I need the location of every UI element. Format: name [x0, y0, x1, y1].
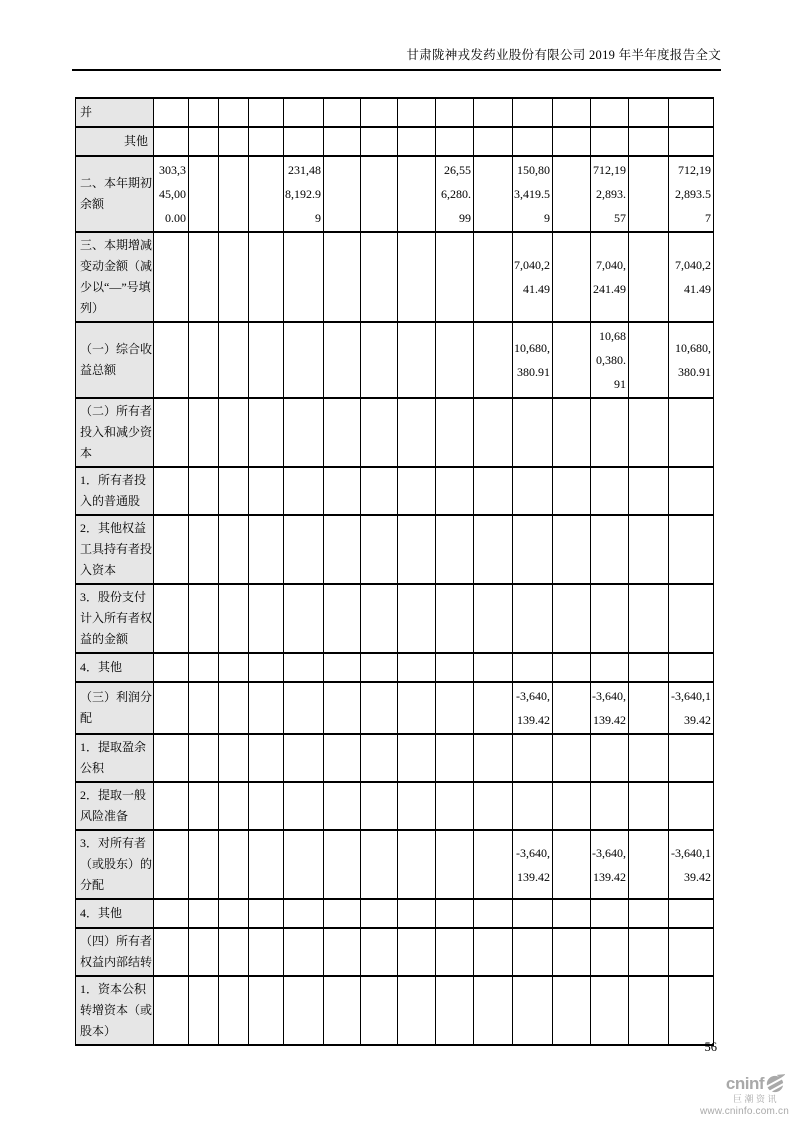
data-cell — [591, 467, 629, 515]
data-cell — [361, 899, 398, 928]
data-cell — [219, 127, 249, 156]
data-cell: -3,640,139.42 — [669, 682, 714, 734]
data-cell — [474, 232, 513, 322]
data-cell — [249, 156, 284, 232]
data-cell — [398, 98, 436, 127]
data-cell — [361, 928, 398, 976]
data-cell — [398, 127, 436, 156]
data-cell — [324, 515, 361, 584]
data-cell — [154, 467, 189, 515]
data-cell — [629, 682, 669, 734]
data-cell — [436, 98, 474, 127]
table-row — [76, 976, 714, 1045]
data-cell — [591, 782, 629, 830]
data-cell — [669, 127, 714, 156]
table-row — [76, 98, 714, 127]
row-label-cell: 2．其他权益工具持有者投入资本 — [76, 515, 154, 584]
data-cell — [474, 515, 513, 584]
data-cell — [398, 830, 436, 899]
data-cell — [474, 830, 513, 899]
data-cell — [629, 899, 669, 928]
data-cell — [591, 515, 629, 584]
data-cell — [249, 127, 284, 156]
data-cell — [249, 976, 284, 1045]
data-cell — [398, 682, 436, 734]
data-cell — [284, 232, 324, 322]
data-cell: 231,488,192.99 — [284, 156, 324, 232]
data-cell — [284, 682, 324, 734]
data-cell — [591, 98, 629, 127]
data-cell — [154, 782, 189, 830]
table-row — [76, 830, 714, 899]
equity-change-table — [75, 97, 714, 1046]
data-cell — [591, 899, 629, 928]
data-cell — [219, 682, 249, 734]
data-cell — [324, 98, 361, 127]
data-cell — [361, 156, 398, 232]
table-row — [76, 928, 714, 976]
data-cell — [219, 976, 249, 1045]
data-cell — [249, 98, 284, 127]
data-cell — [284, 467, 324, 515]
data-cell — [436, 782, 474, 830]
data-cell — [398, 899, 436, 928]
data-cell — [361, 653, 398, 682]
data-cell — [219, 515, 249, 584]
data-cell: 10,680,380.91 — [591, 322, 629, 398]
data-cell — [154, 515, 189, 584]
data-cell — [284, 899, 324, 928]
data-cell — [669, 398, 714, 467]
data-cell — [629, 467, 669, 515]
cninfo-brand-text: cninf — [725, 1074, 764, 1093]
data-cell — [361, 976, 398, 1045]
data-cell — [324, 156, 361, 232]
data-cell — [189, 467, 219, 515]
data-cell — [361, 98, 398, 127]
data-cell — [436, 232, 474, 322]
data-cell — [284, 653, 324, 682]
table-row — [76, 232, 714, 322]
data-cell — [154, 398, 189, 467]
data-cell — [436, 322, 474, 398]
data-cell — [189, 322, 219, 398]
table-row — [76, 734, 714, 782]
data-cell — [249, 734, 284, 782]
data-cell — [361, 467, 398, 515]
data-cell — [219, 584, 249, 653]
data-cell — [189, 156, 219, 232]
data-cell — [324, 734, 361, 782]
data-cell — [398, 156, 436, 232]
data-cell — [154, 98, 189, 127]
data-cell — [324, 899, 361, 928]
data-cell — [219, 830, 249, 899]
data-cell — [189, 976, 219, 1045]
data-cell — [553, 467, 591, 515]
data-cell — [398, 322, 436, 398]
cninfo-brand-row — [671, 1074, 789, 1094]
data-cell — [284, 398, 324, 467]
data-cell — [436, 682, 474, 734]
data-cell — [398, 782, 436, 830]
data-cell — [249, 899, 284, 928]
data-cell — [629, 322, 669, 398]
data-cell — [324, 782, 361, 830]
data-cell — [189, 584, 219, 653]
row-label-cell: 二、本年期初余额 — [76, 156, 154, 232]
row-label-cell: 1．提取盈余公积 — [76, 734, 154, 782]
data-cell — [398, 398, 436, 467]
data-cell — [189, 127, 219, 156]
data-cell — [669, 928, 714, 976]
data-cell — [513, 398, 553, 467]
data-cell — [669, 782, 714, 830]
data-cell — [284, 830, 324, 899]
data-cell — [513, 928, 553, 976]
data-cell — [553, 899, 591, 928]
data-cell — [513, 584, 553, 653]
data-cell — [629, 98, 669, 127]
data-cell — [284, 584, 324, 653]
data-cell — [669, 734, 714, 782]
data-cell — [189, 734, 219, 782]
data-cell — [629, 584, 669, 653]
data-cell — [324, 232, 361, 322]
data-cell — [189, 682, 219, 734]
data-cell: 26,556,280.99 — [436, 156, 474, 232]
row-label-cell: 三、本期增减变动金额（减少以“—”号填列） — [76, 232, 154, 322]
data-cell — [189, 830, 219, 899]
data-cell — [591, 976, 629, 1045]
data-cell — [189, 232, 219, 322]
data-cell — [361, 782, 398, 830]
data-cell — [249, 322, 284, 398]
data-cell — [189, 515, 219, 584]
data-cell — [629, 653, 669, 682]
data-cell — [669, 976, 714, 1045]
row-label-cell: 1．资本公积转增资本（或股本） — [76, 976, 154, 1045]
data-cell — [219, 156, 249, 232]
data-cell — [154, 682, 189, 734]
table-row — [76, 782, 714, 830]
data-cell — [553, 734, 591, 782]
data-cell: 7,040,241.49 — [591, 232, 629, 322]
data-cell: 150,803,419.59 — [513, 156, 553, 232]
data-cell — [249, 682, 284, 734]
data-cell — [513, 98, 553, 127]
data-cell — [249, 398, 284, 467]
data-cell — [436, 584, 474, 653]
data-cell — [398, 515, 436, 584]
data-cell — [436, 899, 474, 928]
data-cell — [436, 398, 474, 467]
data-cell — [361, 830, 398, 899]
data-cell — [219, 782, 249, 830]
data-cell — [474, 653, 513, 682]
cninfo-logo — [671, 1074, 789, 1117]
data-cell: -3,640,139.42 — [513, 682, 553, 734]
data-cell — [154, 734, 189, 782]
data-cell — [474, 127, 513, 156]
data-cell — [154, 928, 189, 976]
data-cell — [513, 653, 553, 682]
data-cell — [513, 127, 553, 156]
data-cell — [219, 899, 249, 928]
data-cell — [284, 515, 324, 584]
data-cell — [474, 782, 513, 830]
table-row — [76, 515, 714, 584]
data-cell — [284, 928, 324, 976]
data-cell — [324, 928, 361, 976]
data-cell — [284, 734, 324, 782]
data-cell — [219, 467, 249, 515]
data-cell — [249, 467, 284, 515]
table-row — [76, 322, 714, 398]
data-cell — [249, 515, 284, 584]
data-cell — [398, 232, 436, 322]
data-cell — [361, 232, 398, 322]
data-cell: 303,345,000.00 — [154, 156, 189, 232]
report-header-title: 甘肃陇神戎发药业股份有限公司 2019 年半年度报告全文 — [406, 48, 721, 62]
cninfo-caption: 巨潮资讯 — [732, 1094, 779, 1104]
data-cell — [436, 653, 474, 682]
data-cell — [249, 232, 284, 322]
data-cell — [553, 976, 591, 1045]
data-cell — [629, 127, 669, 156]
data-cell — [284, 322, 324, 398]
data-cell — [629, 782, 669, 830]
data-cell — [629, 232, 669, 322]
table-row — [76, 653, 714, 682]
data-cell — [591, 653, 629, 682]
data-cell — [474, 899, 513, 928]
data-cell: -3,640,139.42 — [591, 682, 629, 734]
page-number: 56 — [704, 1040, 717, 1054]
data-cell — [324, 322, 361, 398]
data-cell — [436, 467, 474, 515]
data-cell — [324, 467, 361, 515]
data-cell — [324, 584, 361, 653]
data-cell — [189, 782, 219, 830]
data-cell — [436, 127, 474, 156]
row-label-cell: 4．其他 — [76, 899, 154, 928]
data-cell — [513, 976, 553, 1045]
data-cell — [361, 322, 398, 398]
data-cell — [553, 653, 591, 682]
data-cell — [513, 515, 553, 584]
row-label-cell: 2．提取一般风险准备 — [76, 782, 154, 830]
data-cell — [629, 734, 669, 782]
data-cell — [591, 398, 629, 467]
data-cell — [249, 782, 284, 830]
data-cell — [591, 734, 629, 782]
data-cell — [629, 976, 669, 1045]
data-cell — [553, 584, 591, 653]
data-cell — [219, 98, 249, 127]
data-cell: 712,192,893.57 — [591, 156, 629, 232]
data-cell — [154, 322, 189, 398]
data-cell — [591, 127, 629, 156]
data-cell — [436, 976, 474, 1045]
row-label-cell: 并 — [76, 98, 154, 127]
table-row — [76, 899, 714, 928]
data-cell — [189, 899, 219, 928]
data-cell — [474, 584, 513, 653]
cninfo-swirl-icon — [765, 1074, 785, 1094]
data-cell — [436, 830, 474, 899]
data-cell — [553, 830, 591, 899]
data-cell — [249, 653, 284, 682]
data-cell — [154, 976, 189, 1045]
row-label-cell: 1．所有者投入的普通股 — [76, 467, 154, 515]
data-cell — [669, 515, 714, 584]
data-cell — [154, 899, 189, 928]
data-cell — [436, 515, 474, 584]
table-row — [76, 156, 714, 232]
data-cell — [553, 928, 591, 976]
data-cell — [284, 976, 324, 1045]
table-row — [76, 682, 714, 734]
data-cell — [474, 398, 513, 467]
data-cell — [629, 830, 669, 899]
data-cell — [398, 467, 436, 515]
data-cell — [398, 734, 436, 782]
data-cell — [361, 734, 398, 782]
data-cell: -3,640,139.42 — [591, 830, 629, 899]
data-cell — [629, 156, 669, 232]
data-cell — [189, 653, 219, 682]
data-cell: -3,640,139.42 — [669, 830, 714, 899]
data-cell — [398, 584, 436, 653]
data-cell — [474, 682, 513, 734]
data-cell — [591, 584, 629, 653]
data-cell: 10,680,380.91 — [513, 322, 553, 398]
data-cell — [284, 782, 324, 830]
data-cell — [553, 515, 591, 584]
data-cell — [474, 928, 513, 976]
data-cell — [591, 928, 629, 976]
data-cell — [553, 98, 591, 127]
data-cell — [553, 782, 591, 830]
data-cell — [324, 976, 361, 1045]
data-cell — [249, 584, 284, 653]
row-label-cell: （二）所有者投入和减少资本 — [76, 398, 154, 467]
data-cell — [219, 928, 249, 976]
data-cell — [324, 398, 361, 467]
data-cell — [398, 653, 436, 682]
data-cell — [629, 398, 669, 467]
data-cell — [669, 467, 714, 515]
cninfo-url: www.cninfo.com.cn — [700, 1106, 789, 1117]
row-label-cell: 其他 — [76, 127, 154, 156]
data-cell — [154, 830, 189, 899]
table-row — [76, 467, 714, 515]
data-cell — [324, 653, 361, 682]
data-cell — [284, 127, 324, 156]
data-cell — [361, 127, 398, 156]
data-cell — [189, 98, 219, 127]
data-cell — [398, 928, 436, 976]
data-cell — [553, 127, 591, 156]
data-cell — [553, 322, 591, 398]
data-cell — [436, 734, 474, 782]
data-cell — [629, 928, 669, 976]
data-cell: 7,040,241.49 — [513, 232, 553, 322]
data-cell — [474, 322, 513, 398]
table-row — [76, 584, 714, 653]
data-cell — [361, 682, 398, 734]
data-cell: 7,040,241.49 — [669, 232, 714, 322]
data-cell — [361, 584, 398, 653]
data-cell — [361, 398, 398, 467]
data-cell — [219, 322, 249, 398]
row-label-cell: （一）综合收益总额 — [76, 322, 154, 398]
data-cell — [513, 782, 553, 830]
data-cell — [219, 734, 249, 782]
data-cell — [324, 830, 361, 899]
row-label-cell: 3．股份支付计入所有者权益的金额 — [76, 584, 154, 653]
data-cell — [219, 653, 249, 682]
data-cell — [629, 515, 669, 584]
data-cell — [474, 98, 513, 127]
data-cell — [669, 899, 714, 928]
data-cell — [553, 682, 591, 734]
table-row — [76, 398, 714, 467]
row-label-cell: （四）所有者权益内部结转 — [76, 928, 154, 976]
data-cell — [398, 976, 436, 1045]
data-cell — [474, 734, 513, 782]
data-cell — [553, 156, 591, 232]
data-cell — [513, 734, 553, 782]
data-cell — [513, 467, 553, 515]
data-cell — [249, 928, 284, 976]
data-cell — [361, 515, 398, 584]
data-cell — [669, 584, 714, 653]
row-label-cell: （三）利润分配 — [76, 682, 154, 734]
data-cell: 10,680,380.91 — [669, 322, 714, 398]
data-cell: -3,640,139.42 — [513, 830, 553, 899]
data-cell — [324, 682, 361, 734]
row-label-cell: 4．其他 — [76, 653, 154, 682]
data-cell: 712,192,893.57 — [669, 156, 714, 232]
data-cell — [513, 899, 553, 928]
data-cell — [553, 232, 591, 322]
row-label-cell: 3．对所有者（或股东）的分配 — [76, 830, 154, 899]
data-cell — [219, 398, 249, 467]
header-divider — [72, 69, 721, 71]
data-cell — [474, 976, 513, 1045]
data-cell — [154, 584, 189, 653]
data-cell — [189, 928, 219, 976]
data-cell — [553, 398, 591, 467]
data-cell — [324, 127, 361, 156]
data-cell — [154, 127, 189, 156]
data-cell — [474, 467, 513, 515]
data-cell — [436, 928, 474, 976]
data-cell — [669, 98, 714, 127]
data-cell — [219, 232, 249, 322]
data-cell — [154, 653, 189, 682]
data-cell — [189, 398, 219, 467]
data-cell — [474, 156, 513, 232]
data-cell — [284, 98, 324, 127]
data-cell — [154, 232, 189, 322]
data-cell — [669, 653, 714, 682]
data-cell — [249, 830, 284, 899]
table-row — [76, 127, 714, 156]
